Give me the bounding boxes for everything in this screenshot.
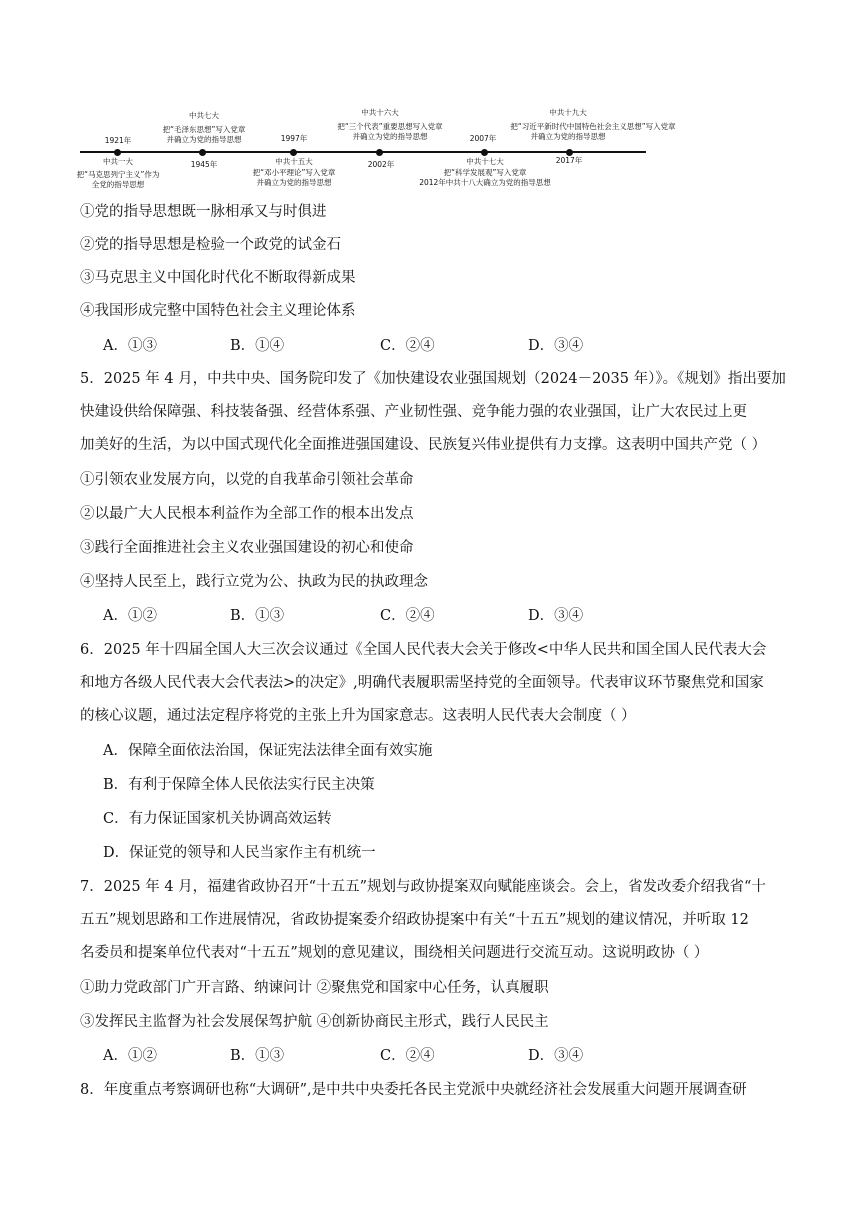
timeline-congress: 中共十七大: [466, 157, 504, 166]
q6-option-b[interactable]: B．有利于保障全体人民依法实行民主决策: [103, 777, 375, 793]
timeline-year: 1945年: [190, 160, 218, 169]
q4-option-d[interactable]: D．③④: [528, 338, 584, 354]
q5-statement: ②以最广大人民根本利益作为全部工作的根本出发点: [80, 506, 414, 522]
q5-statement: ①引领农业发展方向，以党的自我革命引领社会革命: [80, 472, 414, 488]
timeline-dot-2007: [481, 149, 488, 156]
q7-option-b[interactable]: B．①③: [230, 1048, 285, 1064]
q5-option-a[interactable]: A．①②: [103, 608, 157, 624]
timeline-desc: 把“三个代表”重要思想写入党章: [337, 122, 443, 131]
q5-stem: 快建设供给保障强、科技装备强、经营体系强、产业韧性强、竞争能力强的农业强国，让广大农民过上更: [80, 404, 747, 420]
party-guiding-thought-timeline: [0, 0, 860, 200]
timeline-congress: 中共十五大: [275, 157, 313, 166]
q5-option-c[interactable]: C．②④: [380, 608, 435, 624]
q4-statement: ③马克思主义中国化时代化不断取得新成果: [80, 270, 356, 286]
q8-stem: 8．年度重点考察调研也称“大调研”,是中共中央委托各民主党派中央就经济社会发展重大问题开展调查研: [80, 1082, 747, 1098]
timeline-desc: 把“科学发展观”写入党章: [443, 168, 527, 177]
timeline-desc: 2012年中共十八大确立为党的指导思想: [419, 178, 551, 187]
timeline-desc: 并确立为党的指导思想: [352, 132, 428, 141]
q4-option-a[interactable]: A．①③: [103, 338, 157, 354]
timeline-dot-1921: [114, 149, 121, 156]
q4-statement: ②党的指导思想是检验一个政党的试金石: [80, 237, 341, 253]
q7-stem: 五五”规划思路和工作进展情况，省政协提案委介绍政协提案中有关“十五五”规划的建议情况，并听取 12: [80, 912, 749, 928]
q7-stem: 7．2025 年 4 月，福建省政协召开“十五五”规划与政协提案双向赋能座谈会。会上，省发改委介绍我省“十: [80, 879, 766, 895]
q5-stem: 加美好的生活，为以中国式现代化全面推进强国建设、民族复兴伟业提供有力支撑。这表明中国共产党（ ）: [80, 437, 767, 453]
q5-stem: 5．2025 年 4 月，中共中央、国务院印发了《加快建设农业强国规划（2024－2035 年）》。《规划》指出要加: [80, 371, 786, 387]
timeline-desc: 把“毛泽东思想”写入党章: [162, 125, 246, 134]
q6-stem: 6．2025 年十四届全国人大三次会议通过《全国人民代表大会关于修改<中华人民共和国全国人民代表大会: [80, 642, 767, 658]
q7-option-a[interactable]: A．①②: [103, 1048, 157, 1064]
q4-statement: ④我国形成完整中国特色社会主义理论体系: [80, 303, 356, 319]
timeline-year: 2002年: [367, 160, 395, 169]
q5-option-b[interactable]: B．①③: [230, 608, 285, 624]
timeline-year: 1997年: [280, 134, 308, 143]
q6-stem: 的核心议题，通过法定程序将党的主张上升为国家意志。这表明人民代表大会制度（ ）: [80, 708, 636, 724]
q5-option-d[interactable]: D．③④: [528, 608, 584, 624]
timeline-congress: 中共一大: [103, 157, 133, 166]
timeline-desc: 并确立为党的指导思想: [256, 178, 332, 187]
q7-stem: 名委员和提案单位代表对“十五五”规划的意见建议，围绕相关问题进行交流互动。这说明政协（ ）: [80, 945, 709, 961]
timeline-dot-1945: [199, 149, 206, 156]
timeline-dot-2017: [566, 149, 573, 156]
q7-option-d[interactable]: D．③④: [528, 1048, 584, 1064]
q4-option-b[interactable]: B．①④: [230, 338, 285, 354]
q7-statement: ①助力党政部门广开言路、纳谏问计 ②聚焦党和国家中心任务，认真履职: [80, 980, 549, 996]
timeline-dot-2002: [376, 149, 383, 156]
timeline-congress: 中共十九大: [549, 108, 587, 117]
q6-option-a[interactable]: A．保障全面依法治国，保证宪法法律全面有效实施: [103, 743, 433, 759]
timeline-dot-1997: [290, 149, 297, 156]
timeline-axis: [80, 151, 646, 153]
q4-statement: ①党的指导思想既一脉相承又与时俱进: [80, 204, 327, 220]
q6-option-c[interactable]: C．有力保证国家机关协调高效运转: [103, 811, 332, 827]
timeline-desc: 全党的指导思想: [91, 180, 145, 189]
q6-stem: 和地方各级人民代表大会代表法>的决定》,明确代表履职需坚持党的全面领导。代表审议环节聚焦党和国家: [80, 675, 764, 691]
timeline-congress: 中共十六大: [361, 108, 399, 117]
timeline-desc: 并确立为党的指导思想: [166, 135, 242, 144]
timeline-desc: 并确立为党的指导思想: [530, 132, 606, 141]
q5-statement: ③践行全面推进社会主义农业强国建设的初心和使命: [80, 540, 414, 556]
timeline-congress: 中共七大: [189, 111, 219, 120]
timeline-desc: 把“马克思列宁主义”作为: [76, 170, 160, 179]
q6-option-d[interactable]: D．保证党的领导和人民当家作主有机统一: [103, 845, 376, 861]
timeline-year: 1921年: [104, 136, 132, 145]
timeline-desc: 把“邓小平理论”写入党章: [252, 168, 336, 177]
q7-statement: ③发挥民主监督为社会发展保驾护航 ④创新协商民主形式，践行人民民主: [80, 1014, 549, 1030]
timeline-year: 2007年: [469, 134, 497, 143]
q7-option-c[interactable]: C．②④: [380, 1048, 435, 1064]
timeline-year: 2017年: [555, 156, 583, 165]
timeline-desc: 把“习近平新时代中国特色社会主义思想”写入党章: [510, 122, 676, 131]
q4-option-c[interactable]: C．②④: [380, 338, 435, 354]
q5-statement: ④坚持人民至上，践行立党为公、执政为民的执政理念: [80, 574, 428, 590]
